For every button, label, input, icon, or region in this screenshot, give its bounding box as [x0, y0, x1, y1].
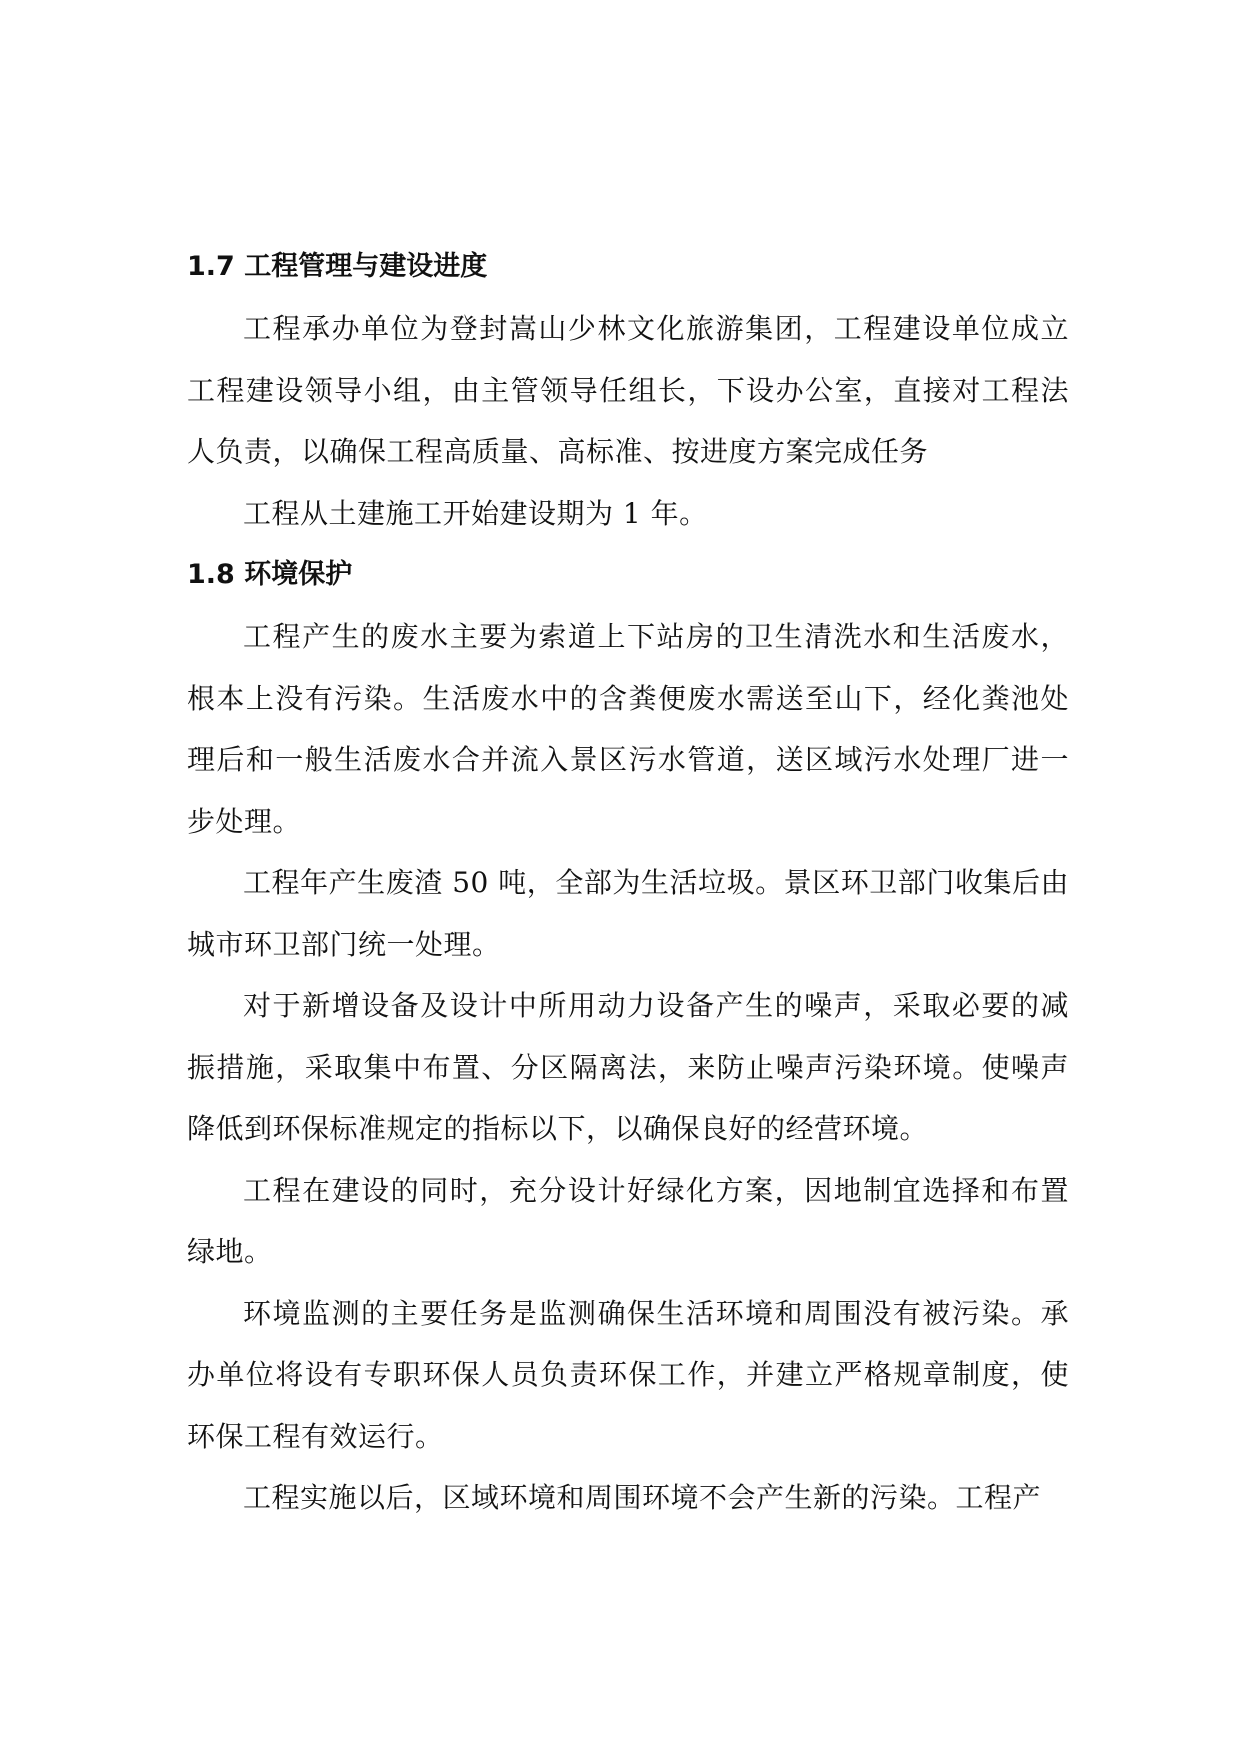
paragraph-wastewater: 工程产生的废水主要为索道上下站房的卫生清洗水和生活废水，根本上没有污染。生活废水中的含粪便废水需送至山下，经化粪池处理后和一般生活废水合并流入景区污水管道，送区域污水处理厂进一步处理。: [187, 620, 1069, 838]
paragraph-organization: 工程承办单位为登封嵩山少林文化旅游集团，工程建设单位成立工程建设领导小组，由主管领导任组长，下设办公室，直接对工程法人负责，以确保工程高质量、高标准、按进度方案完成任务: [187, 312, 1069, 468]
paragraph-solid-waste: 工程年产生废渣 50 吨，全部为生活垃圾。景区环卫部门收集后由城市环卫部门统一处理。: [187, 866, 1069, 961]
paragraph-impact: 工程实施以后，区域环境和周围环境不会产生新的污染。工程产: [243, 1481, 1042, 1514]
paragraph-noise: 对于新增设备及设计中所用动力设备产生的噪声，采取必要的减振措施，采取集中布置、分区隔离法，来防止噪声污染环境。使噪声降低到环保标准规定的指标以下，以确保良好的经营环境。: [187, 989, 1069, 1145]
section-heading-environmental-protection: 1.8 环境保护: [187, 559, 353, 590]
paragraph-monitoring: 环境监测的主要任务是监测确保生活环境和周围没有被污染。承办单位将设有专职环保人员负责环保工作，并建立严格规章制度，使环保工程有效运行。: [187, 1296, 1069, 1453]
section-heading-project-management: 1.7 工程管理与建设进度: [187, 251, 488, 282]
document-body: [187, 236, 1069, 1529]
paragraph-construction-period: 工程从土建施工开始建设期为 1 年。: [243, 496, 708, 530]
paragraph-greening: 工程在建设的同时，充分设计好绿化方案，因地制宜选择和布置绿地。: [187, 1173, 1069, 1268]
